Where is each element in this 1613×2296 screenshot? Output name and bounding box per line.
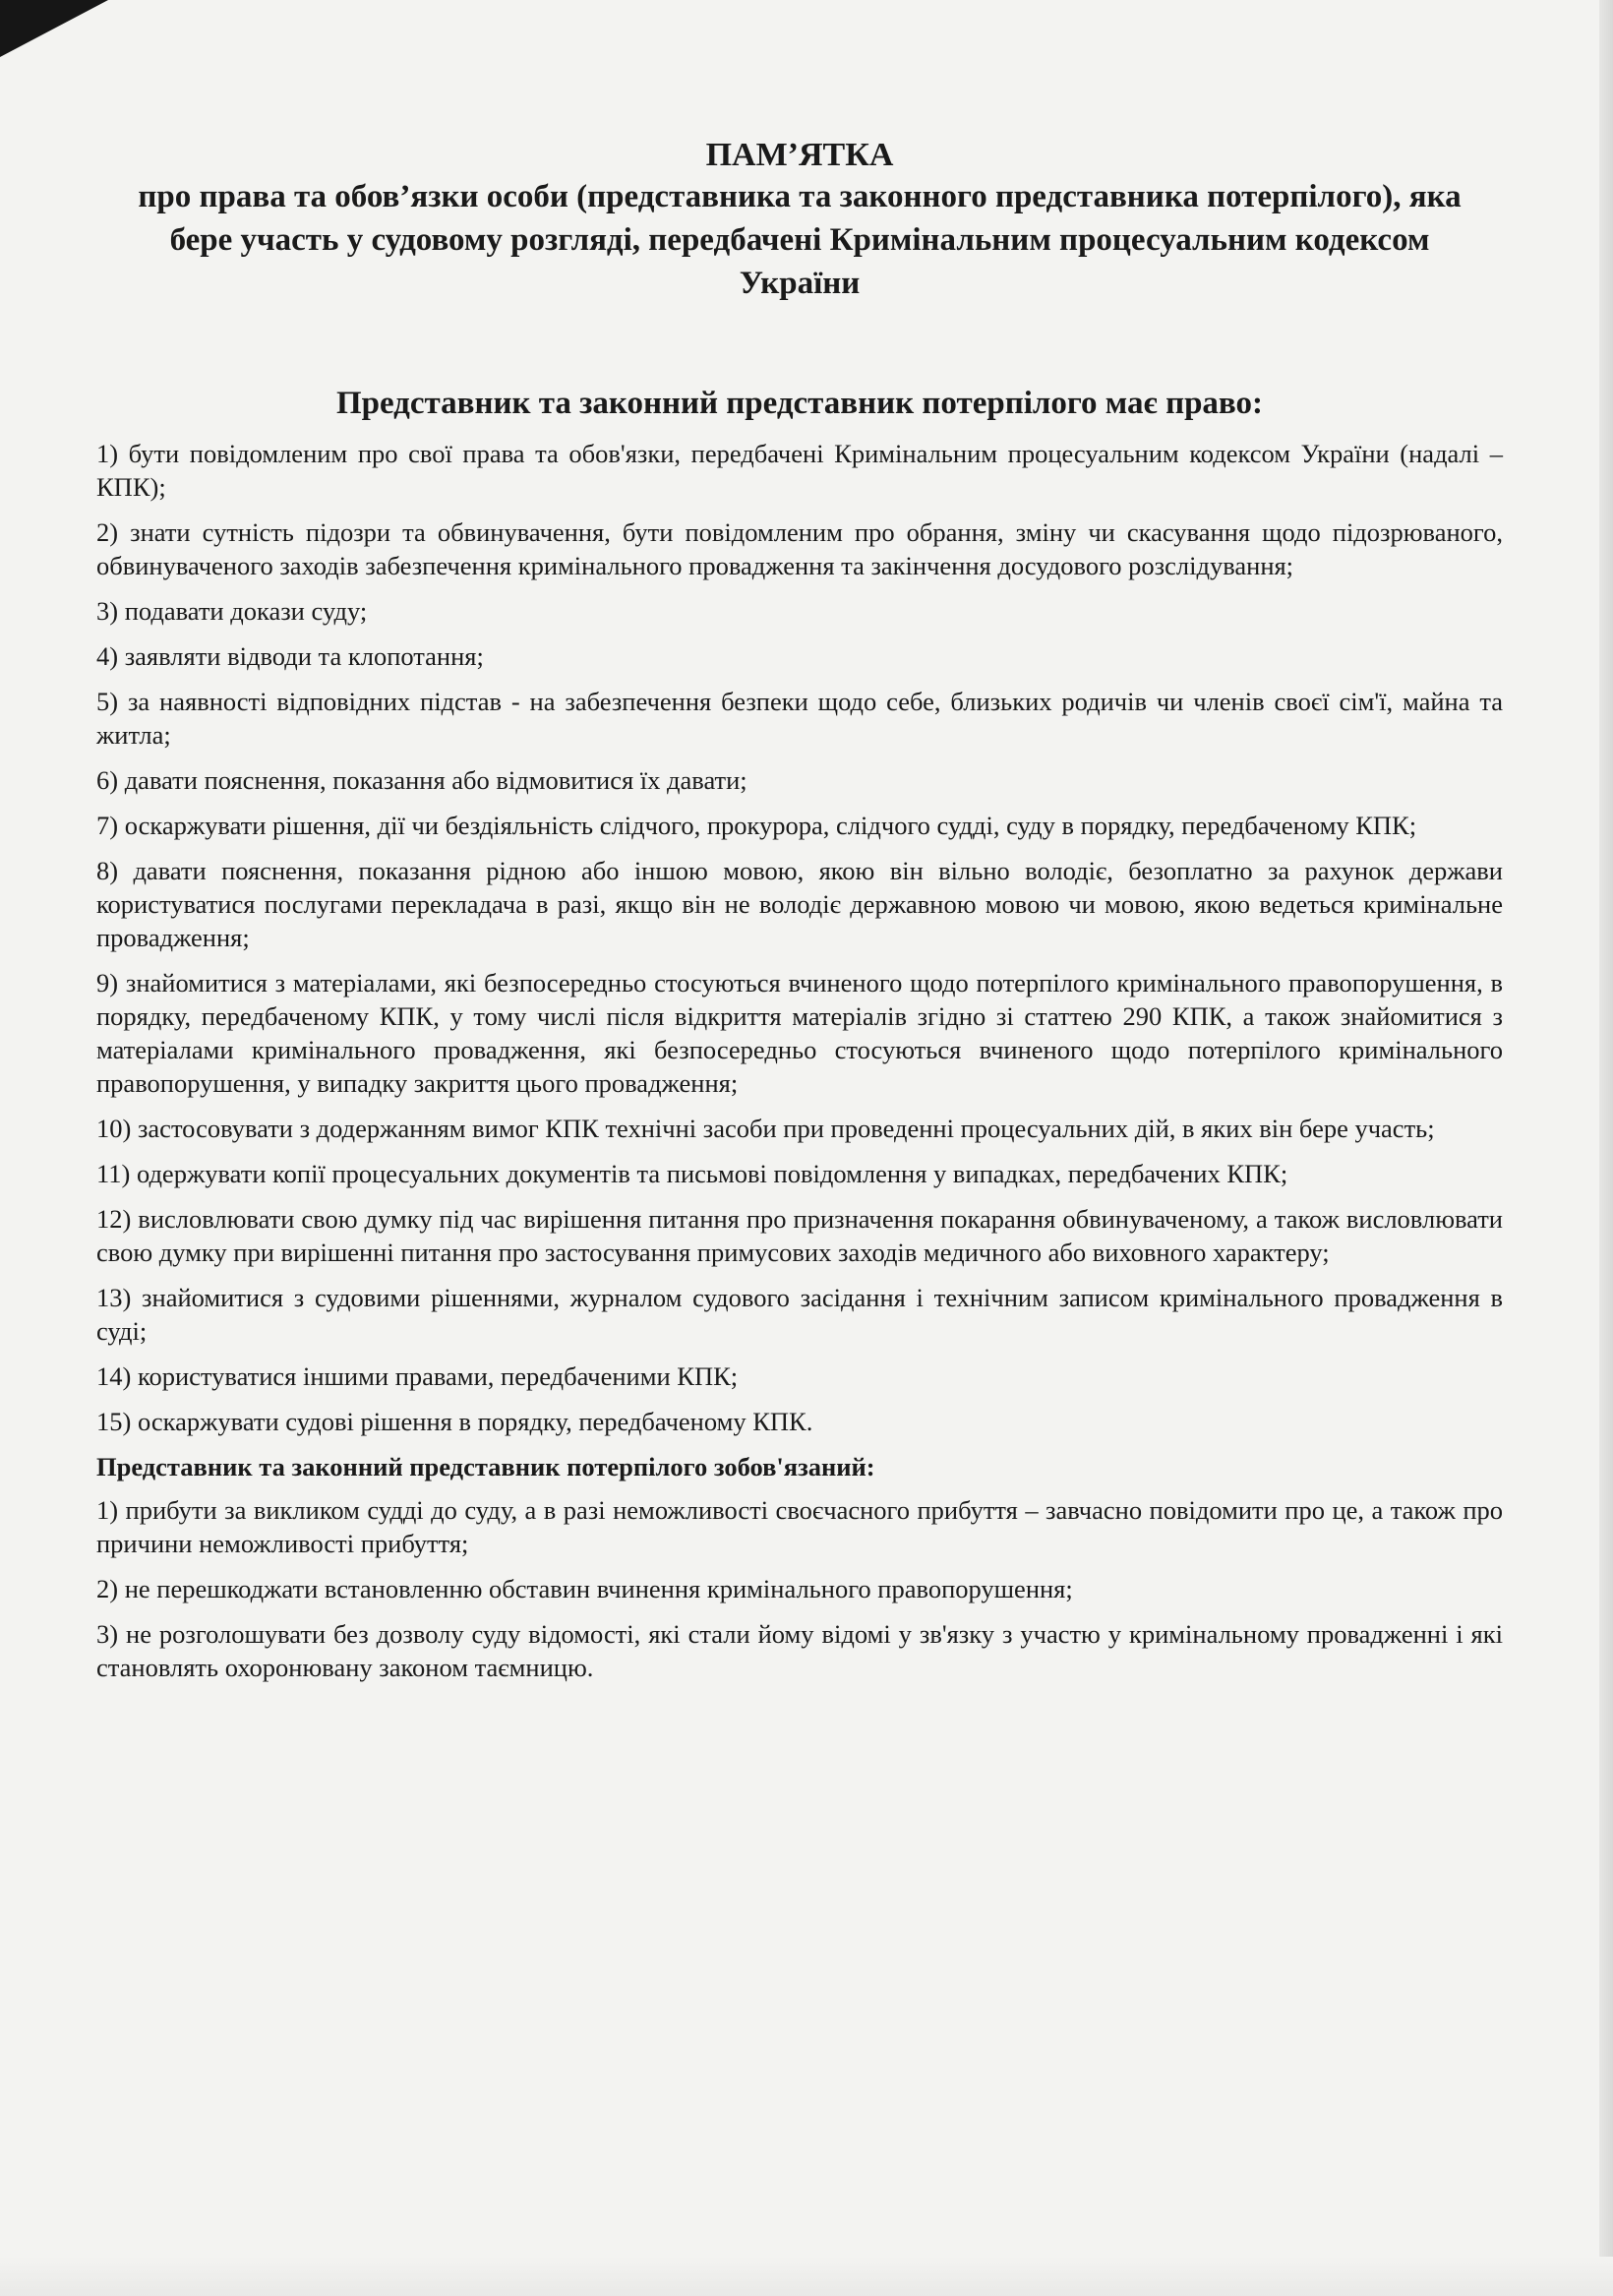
document-title: ПАМ’ЯТКА xyxy=(705,137,894,173)
rights-item-3: 3) подавати докази суду; xyxy=(96,596,368,626)
rights-item-13: 13) знайомитися з судовими рішеннями, журналом судового засідання і технічним записом кримінального провадження в суді; xyxy=(96,1283,1503,1346)
scan-corner-shadow xyxy=(0,0,108,57)
document-subtitle: про права та обов’язки особи (представника та законного представника потерпілого), яка бере участь у судовому розгляді, передбачені Кримінальним процесуальним кодексом України xyxy=(138,179,1462,301)
rights-item-4: 4) заявляти відводи та клопотання; xyxy=(96,641,484,671)
rights-item-9: 9) знайомитися з матеріалами, які безпосередньо стосуються вчиненого щодо потерпілого кримінального правопорушення, в порядку, передбаченому КПК, у тому числі після відкриття матеріалів згідно зі статтею 290 КПК, а також знайомитися з матеріалами кримінального провадження, які безпосередньо стосуються вчиненого щодо потерпілого кримінального правопорушення, у випадку закриття цього провадження; xyxy=(96,968,1503,1098)
rights-item-12: 12) висловлювати свою думку під час вирішення питання про призначення покарання обвинуваченому, а також висловлювати свою думку при вирішенні питання про застосування примусових заходів медичного або виховного характеру; xyxy=(96,1204,1503,1267)
rights-item-8: 8) давати пояснення, показання рідною або іншою мовою, якою він вільно володіє, безоплатно за рахунок держави користуватися послугами перекладача в разі, якщо він не володіє державною мовою чи мовою, якою ведеться кримінальне провадження; xyxy=(96,856,1503,952)
rights-item-14: 14) користуватися іншими правами, передбаченими КПК; xyxy=(96,1361,739,1391)
rights-item-7: 7) оскаржувати рішення, дії чи бездіяльність слідчого, прокурора, слідчого судді, суду в порядку, передбаченому КПК; xyxy=(96,811,1417,840)
rights-item-1: 1) бути повідомленим про свої права та обов'язки, передбачені Кримінальним процесуальним кодексом України (надалі – КПК); xyxy=(96,439,1503,502)
duties-item-1: 1) прибути за викликом судді до суду, а в разі неможливості своєчасного прибуття – завчасно повідомити про це, а також про причини неможливості прибуття; xyxy=(96,1495,1503,1558)
page-bottom-shadow xyxy=(0,2257,1613,2296)
duties-item-3: 3) не розголошувати без дозволу суду відомості, які стали йому відомі у зв'язку з участю у кримінальному провадженні і які становлять охоронювану законом таємницю. xyxy=(96,1619,1503,1682)
rights-item-15: 15) оскаржувати судові рішення в порядку, передбаченому КПК. xyxy=(96,1407,813,1436)
rights-list xyxy=(96,437,1503,1438)
rights-item-6: 6) давати пояснення, показання або відмовитися їх давати; xyxy=(96,765,747,795)
duties-heading: Представник та законний представник потерпілого зобов'язаний: xyxy=(96,1452,875,1481)
document-body xyxy=(96,136,1503,1696)
duties-item-2: 2) не перешкоджати встановленню обставин вчинення кримінального правопорушення; xyxy=(96,1574,1073,1603)
rights-item-10: 10) застосовувати з додержанням вимог КПК технічні засоби при проведенні процесуальних дій, в яких він бере участь; xyxy=(96,1114,1435,1143)
duties-list xyxy=(96,1493,1503,1684)
rights-item-2: 2) знати сутність підозри та обвинувачення, бути повідомленим про обрання, зміну чи скасування щодо підозрюваного, обвинуваченого заходів забезпечення кримінального провадження та закінчення досудового розслідування; xyxy=(96,517,1503,580)
rights-item-11: 11) одержувати копії процесуальних документів та письмові повідомлення у випадках, передбачених КПК; xyxy=(96,1159,1288,1188)
page-edge-shadow xyxy=(1599,0,1613,2296)
rights-item-5: 5) за наявності відповідних підстав - на забезпечення безпеки щодо себе, близьких родичів чи членів своєї сім'ї, майна та житла; xyxy=(96,687,1503,750)
rights-heading: Представник та законний представник потерпілого має право: xyxy=(335,386,1264,421)
